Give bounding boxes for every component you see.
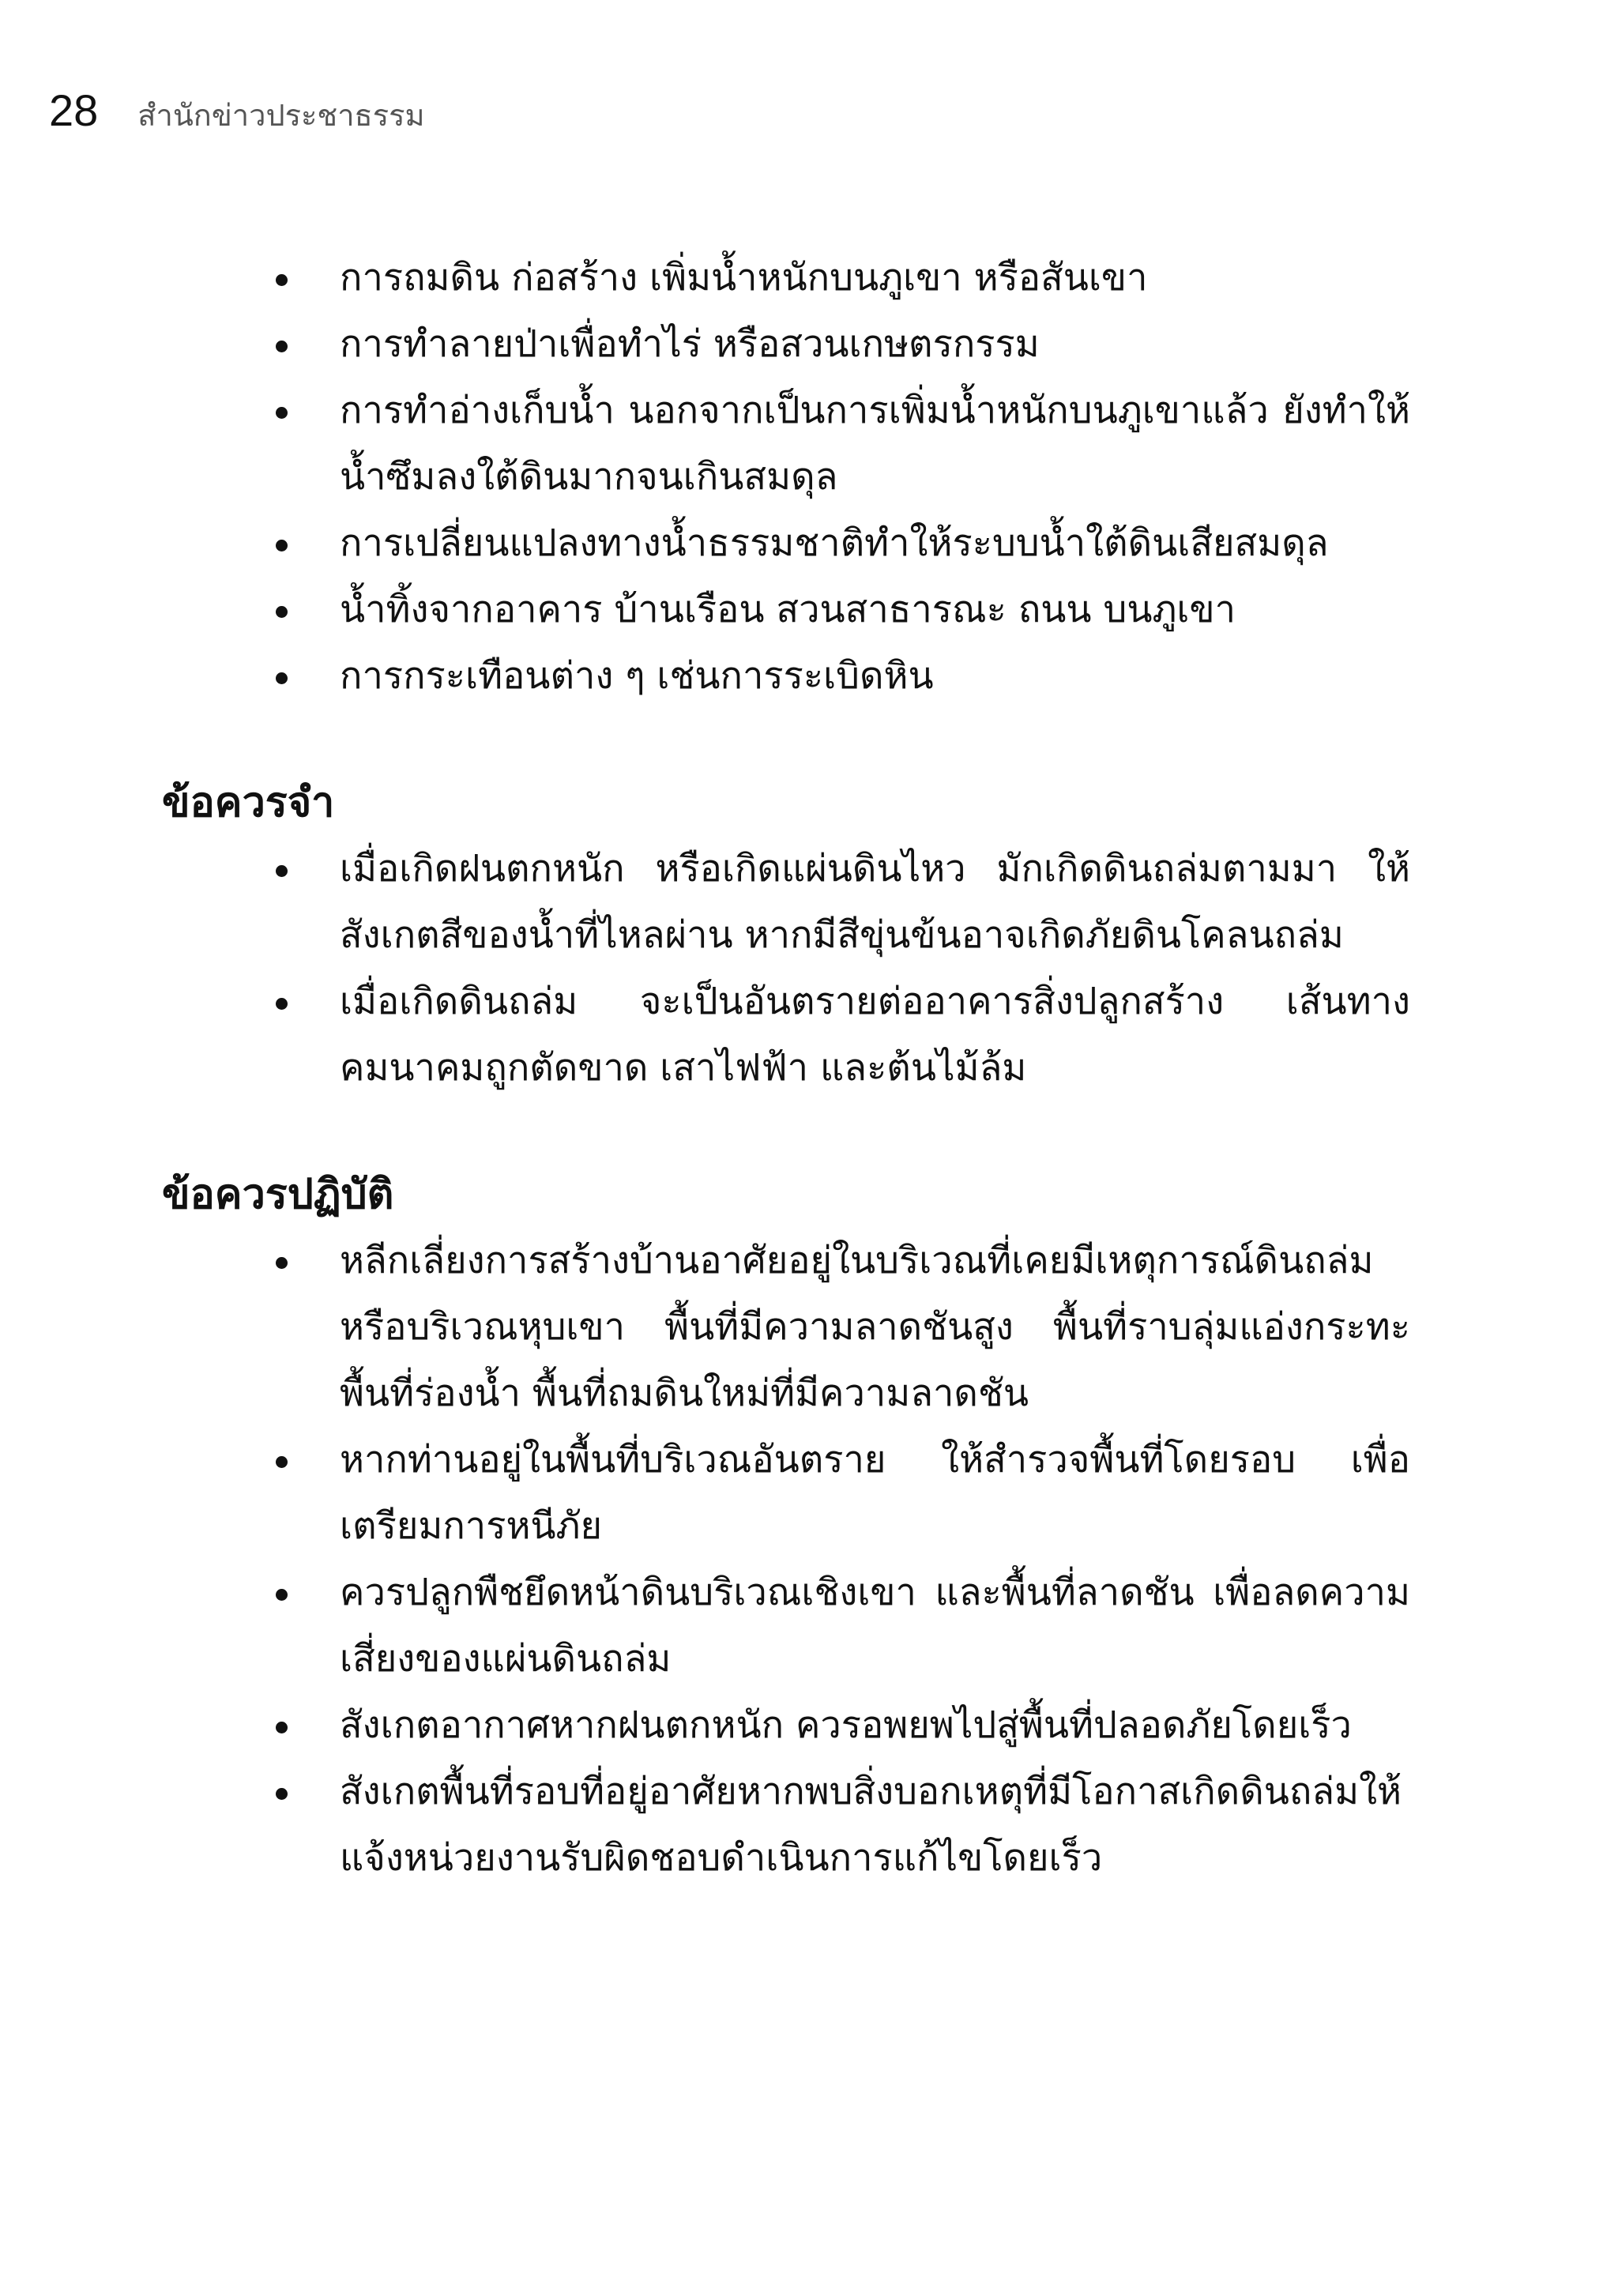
list-item bbox=[340, 836, 1410, 969]
list-item bbox=[340, 510, 1410, 577]
section-heading-practice: ข้อควรปฏิบัติ bbox=[162, 1171, 394, 1218]
page-number: 28 bbox=[49, 85, 99, 135]
bullet-icon bbox=[276, 1589, 288, 1601]
list-item-text: การกระเทือนต่าง ๆ เช่นการระเบิดหิน bbox=[340, 654, 934, 698]
running-header bbox=[49, 85, 425, 135]
list-item bbox=[340, 969, 1410, 1101]
list-item bbox=[340, 1692, 1410, 1759]
list-item-text: หากท่านอยู่ในพื้นที่บริเวณอันตราย ให้สำรวจพื้นที่โดยรอบ เพื่อเตรียมการหนีภัย bbox=[340, 1438, 1410, 1548]
list-item bbox=[340, 311, 1410, 378]
list-item-text: สังเกตพื้นที่รอบที่อยู่อาศัยหากพบสิ่งบอกเหตุที่มีโอกาสเกิดดินถล่มให้แจ้งหน่วยงานรับผิดชอบดำเนินการแก้ไขโดยเร็ว bbox=[340, 1770, 1402, 1880]
list-item bbox=[340, 245, 1410, 311]
list-item bbox=[340, 1759, 1410, 1891]
list-item bbox=[340, 577, 1410, 643]
list-item bbox=[340, 378, 1410, 510]
list-item-text: น้ำทิ้งจากอาคาร บ้านเรือน สวนสาธารณะ ถนน บนภูเขา bbox=[340, 588, 1236, 631]
page-content bbox=[162, 245, 1410, 1891]
list-item-text: เมื่อเกิดดินถล่ม จะเป็นอันตรายต่ออาคารสิ่งปลูกสร้าง เส้นทางคมนาคมถูกตัดขาด เสาไฟฟ้า และต้นไม้ล้ม bbox=[340, 980, 1410, 1090]
bullet-icon bbox=[276, 672, 288, 684]
list-item-text: การทำอ่างเก็บน้ำ นอกจากเป็นการเพิ่มน้ำหนักบนภูเขาแล้ว ยังทำให้น้ำซึมลงใต้ดินมากจนเกินสมดุล bbox=[340, 389, 1410, 499]
bullet-icon bbox=[276, 1788, 288, 1800]
publisher-name: สำนักข่าวประชาธรรม bbox=[137, 98, 425, 133]
list-item-text: เมื่อเกิดฝนตกหนัก หรือเกิดแผ่นดินไหว มักเกิดดินถล่มตามมา ให้สังเกตสีของน้ำที่ไหลผ่าน หากมีสีขุ่นข้นอาจเกิดภัยดินโคลนถล่ม bbox=[340, 847, 1410, 957]
list-item bbox=[340, 1427, 1410, 1560]
list-item-text: การเปลี่ยนแปลงทางน้ำธรรมชาติทำให้ระบบน้ำใต้ดินเสียสมดุล bbox=[340, 521, 1329, 565]
list-item bbox=[340, 1228, 1410, 1427]
bullet-icon bbox=[276, 1722, 288, 1733]
bullet-icon bbox=[276, 865, 288, 877]
list-item-text: การทำลายป่าเพื่อทำไร่ หรือสวนเกษตรกรรม bbox=[340, 322, 1040, 366]
section-heading-remember: ข้อควรจำ bbox=[162, 779, 335, 826]
list-item-text: การถมดิน ก่อสร้าง เพิ่มน้ำหนักบนภูเขา หรือสันเขา bbox=[340, 256, 1148, 299]
list-item-text: หลีกเลี่ยงการสร้างบ้านอาศัยอยู่ในบริเวณที่เคยมีเหตุการณ์ดินถล่ม หรือบริเวณหุบเขา พื้นที่มีความลาดชันสูง พื้นที่ราบลุ่มแอ่งกระทะ พื้นที่ร่องน้ำ พื้นที่ถมดินใหม่ที่มีความลาดชัน bbox=[340, 1239, 1410, 1415]
list-item-text: สังเกตอากาศหากฝนตกหนัก ควรอพยพไปสู่พื้นที่ปลอดภัยโดยเร็ว bbox=[340, 1703, 1352, 1747]
bullet-icon bbox=[276, 1456, 288, 1468]
list-item bbox=[340, 643, 1410, 710]
remember-list bbox=[162, 836, 1410, 1101]
bullet-icon bbox=[276, 341, 288, 352]
bullet-icon bbox=[276, 274, 288, 286]
bullet-icon bbox=[276, 1257, 288, 1269]
list-item bbox=[340, 1560, 1410, 1692]
list-item-text: ควรปลูกพืชยึดหน้าดินบริเวณเชิงเขา และพื้นที่ลาดชัน เพื่อลดความเสี่ยงของแผ่นดินถล่ม bbox=[340, 1571, 1410, 1681]
bullet-icon bbox=[276, 998, 288, 1010]
bullet-icon bbox=[276, 606, 288, 618]
causes-list bbox=[162, 245, 1410, 710]
practice-list bbox=[162, 1228, 1410, 1891]
bullet-icon bbox=[276, 407, 288, 419]
bullet-icon bbox=[276, 540, 288, 551]
